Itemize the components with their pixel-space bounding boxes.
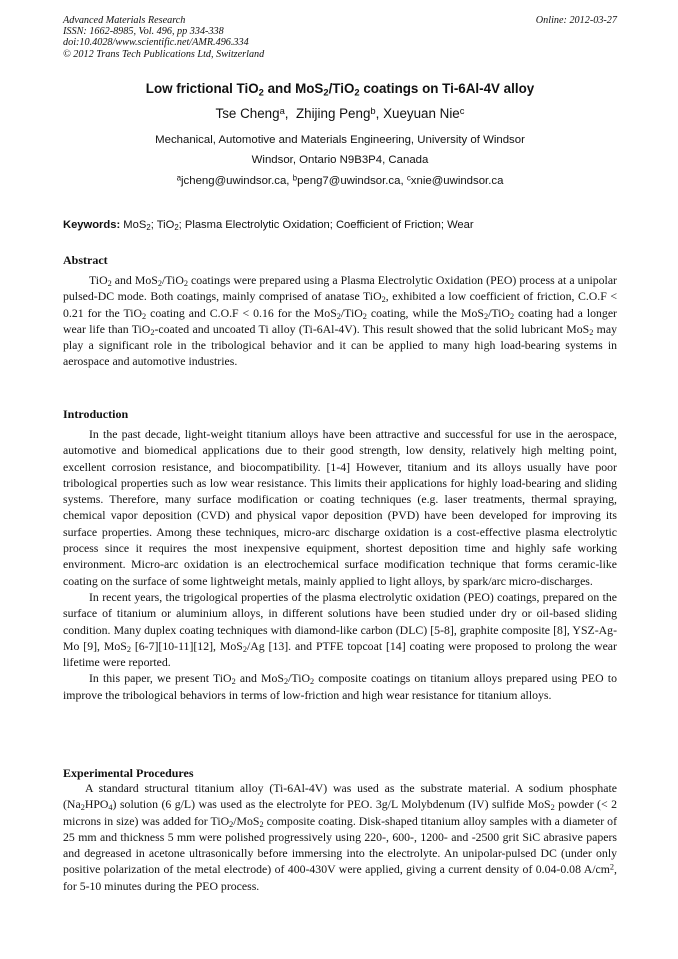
- abstract-heading: Abstract: [63, 253, 108, 267]
- journal-name: Advanced Materials Research: [63, 15, 186, 26]
- journal-header: [63, 15, 617, 60]
- affiliation-line-2: Windsor, Ontario N9B3P4, Canada: [251, 154, 429, 166]
- intro-paragraph-2: In recent years, the trigological properties of the plasma electrolytic oxidation (PEO) coatings, prepared on the surface of titanium or aluminium alloys, in different solutions have been studied under dry or oil-based sliding condition. Many duplex coating techniques with diamond-like carbon (DLC) [5-8], graphite composite [8], YSZ-Ag-Mo [9], MoS$_2$ [6-7][10-11][12], MoS$_2$/Ag [13]. and PTFE topcoat [14] coating were proposed to prolong the wear lifetime were reported.: [63, 589, 617, 670]
- email-address[interactable]: peng7@uwindsor.ca: [297, 175, 401, 187]
- author-name: Zhijing Peng: [295, 106, 371, 121]
- keywords-line: Keywords: MoS$_2$; TiO$_2$; Plasma Electrolytic Oxidation; Coefficient of Friction; Wear: [63, 219, 474, 232]
- affiliation-line-1: Mechanical, Automotive and Materials Engineering, University of Windsor: [155, 134, 525, 146]
- experimental-body: A standard structural titanium alloy (Ti-6Al-4V) was used as the substrate material. A sodium phosphate $(Na_2HPO_4)$ solution (6 g/L) was used as the electrolyte for PEO. 3g/L Molybdenum (IV) sulfide MoS$_2$ powder (< 2 microns in size) was added for TiO$_2$/MoS$_2$ composite coating. Disk-shaped titanium alloy samples with a diameter of 25 mm and thickness 5 mm were polished progressively using 220-, 600-, 1200- and -2500 grit SiC abrasive papers and degreased in acetone ultrasonically before immersing into the electrolyte. An unipolar-pulsed DC (under only positive polarization of the metal electrode) of 400-430V were applied, giving a current density of 0.04-0.08 $A/cm^2$, for 5-10 minutes during the PEO process.: [63, 781, 617, 893]
- paper-title: Low frictional TiO$_2$ and MoS$_2$/TiO$_2$ coatings on Ti-6Al-4V alloy: [145, 81, 535, 98]
- copyright-line: © 2012 Trans Tech Publications Ltd, Switzerland: [63, 48, 265, 60]
- experimental-heading: Experimental Procedures: [63, 766, 194, 780]
- introduction-heading: Introduction: [63, 407, 129, 421]
- author-emails: $^a$jcheng@uwindsor.ca, $^b$peng7@uwindsor.ca, $^c$xnie@uwindsor.ca: [176, 173, 504, 187]
- author-name: Tse Cheng: [215, 106, 280, 121]
- doi-line: doi:10.4028/www.scientific.net/AMR.496.334: [63, 37, 249, 49]
- keywords-label: Keywords:: [63, 219, 121, 231]
- intro-paragraph-1: In the past decade, light-weight titanium alloys have been attractive and successful for use in the aerospace, automotive and biomedical applications due to their good strength, low density, relatively high melting point, excellent corrosion resistance, and biocompatibility. [1-4] However, titanium and its alloys usually have poor tribological properties such as low wear resistance. This limits their applications for highly load-bearing and sliding systems. Therefore, many surface modification or coating techniques (e.g. laser treatments, thermal spraying, chemical vapor deposition (CVD) and physical vapor deposition (PVD) have been developed for improving its surface properties. Among these techniques, micro-arc discharge oxidation is a cost-effective plasma electrolytic process since it requires the most inexpensive equipment, shortest deposition time and highly safe working environment. Micro-arc oxidation is an electrochemical surface modification technique that forms ceramic-like coating on the surface of some lightweight metals, mainly applied to light alloys, by spark/arc micro-discharges.: [63, 427, 617, 588]
- email-address[interactable]: xnie@uwindsor.ca: [410, 175, 504, 187]
- author-list: Tse Cheng$^a$, Zhijing Peng$^b$, Xueyuan Nie$^c$: [215, 105, 465, 121]
- author-name: Xueyuan Nie: [383, 106, 460, 121]
- email-address[interactable]: jcheng@uwindsor.ca: [181, 175, 287, 187]
- abstract-body: TiO$_2$ and MoS$_2$/TiO$_2$ coatings were prepared using a Plasma Electrolytic Oxidation (PEO) process at a unipolar pulsed-DC mode. Both coatings, mainly comprised of anatase TiO$_2$, exhibited a low coefficient of friction, C.O.F < 0.21 for the TiO$_2$ coating and C.O.F < 0.16 for the MoS$_2$/TiO$_2$ coating, while the MoS$_2$/TiO$_2$ coating had a longer wear life than TiO$_2$-coated and uncoated Ti alloy (Ti-6Al-4V). This result showed that the solid lubricant MoS$_2$ may play a significant role in the tribological behavior and it can be applied to many high load-bearing systems in aerospace and automotive industries.: [63, 273, 618, 369]
- online-date: Online: 2012-03-27: [535, 15, 617, 26]
- issn-line: ISSN: 1662-8985, Vol. 496, pp 334-338: [63, 26, 224, 38]
- intro-paragraph-3: In this paper, we present TiO$_2$ and MoS$_2$/TiO$_2$ composite coatings on titanium alloys prepared using PEO to improve the tribological behaviors in terms of low-friction and high wear resistance for titanium alloys.: [63, 671, 617, 702]
- introduction-body: [63, 426, 617, 703]
